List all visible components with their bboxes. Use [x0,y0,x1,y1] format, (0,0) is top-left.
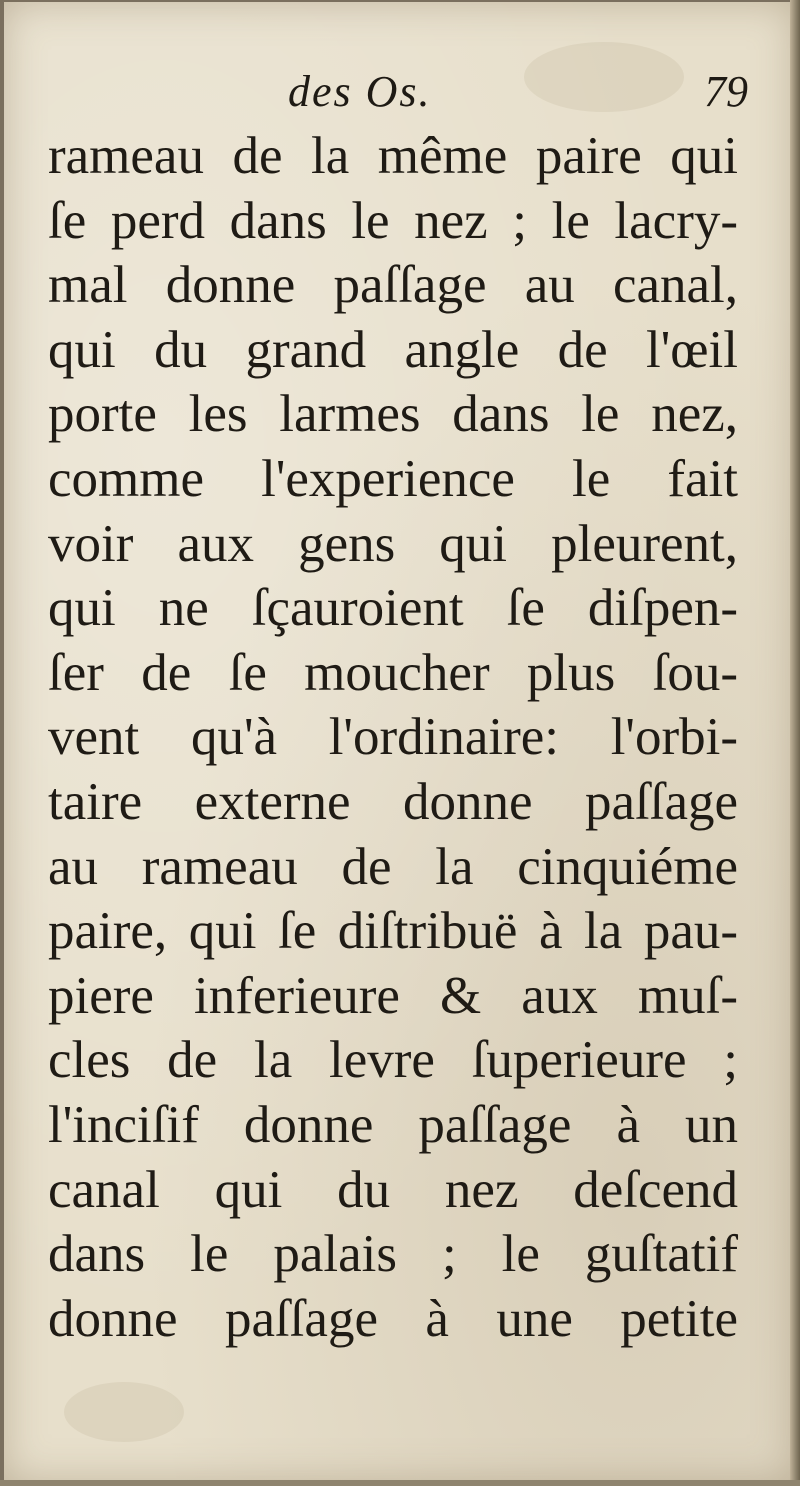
text-line: qui ne ſçauroient ſe diſpen- [48,579,738,638]
text-line: rameau de la même paire qui [48,127,738,185]
text-line: qui du grand angle de l'œil [48,320,738,379]
page-edge-bottom [0,1480,800,1486]
text-line: comme l'experience le fait [48,449,738,508]
text-line: ſer de ſe moucher plus ſou- [48,643,738,702]
page-number: 79 [704,67,748,116]
text-line: mal donne paſſage au canal, [48,256,738,315]
book-page [4,2,794,1482]
paper-stain [64,1382,184,1442]
running-head-title: des Os. [288,67,432,116]
page-edge [790,0,800,1486]
text-line: taire externe donne paſſage [48,772,738,831]
text-line: dans le palais ; le guſtatif [48,1225,738,1284]
text-line: au rameau de la cinquiéme [48,837,738,896]
body-text [48,124,738,1351]
text-line: paire, qui ſe diſtribuë à la pau- [48,902,738,961]
text-line: voir aux gens qui pleurent, [48,514,738,573]
text-line: porte les larmes dans le nez, [48,385,738,444]
text-line: vent qu'à l'ordinaire: l'orbi- [48,708,738,767]
running-head [48,66,748,126]
text-line: canal qui du nez deſcend [48,1160,738,1219]
text-line: ſe perd dans le nez ; le lacry- [48,191,738,250]
text-line: donne paſſage à une petite [48,1289,738,1348]
text-line: cles de la levre ſuperieure ; [48,1031,738,1090]
text-line: l'inciſif donne paſſage à un [48,1095,738,1154]
text-line: piere inferieure & aux muſ- [48,966,738,1025]
